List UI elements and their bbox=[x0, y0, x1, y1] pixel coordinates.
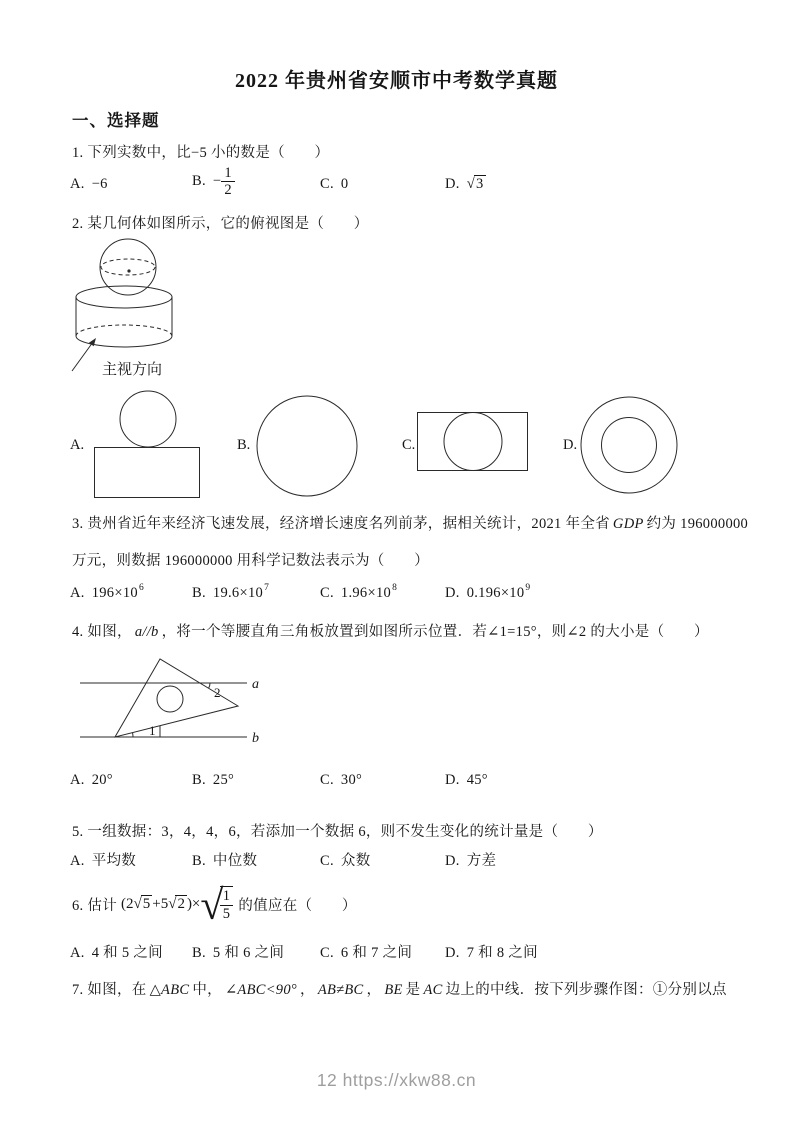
large-circle bbox=[257, 396, 357, 496]
stem-text: 边上的中线．按下列步骤作图：①分别以点 bbox=[445, 982, 727, 998]
option-label: A. bbox=[70, 945, 85, 961]
radicand: 5 bbox=[142, 895, 151, 912]
option-label: D. bbox=[445, 176, 460, 192]
formula-close: )× bbox=[186, 895, 201, 912]
cylinder-bottom-back-dashed bbox=[76, 325, 172, 336]
q2-solid-figure bbox=[66, 237, 276, 379]
formula-open: (2 bbox=[121, 895, 134, 912]
q4-option-a bbox=[70, 772, 113, 789]
line-b-label: b bbox=[252, 731, 259, 746]
minus-sign: − bbox=[212, 173, 222, 190]
option-label: A. bbox=[70, 853, 85, 869]
question-7-stem bbox=[72, 978, 727, 999]
q5-option-d bbox=[445, 849, 496, 870]
question-4-options bbox=[70, 772, 730, 796]
be-term: BE bbox=[384, 982, 403, 998]
q3-option-d bbox=[445, 584, 530, 602]
radicand: 3 bbox=[475, 176, 484, 192]
view-arrow-shaft bbox=[72, 342, 93, 371]
angle-1-arc bbox=[133, 733, 134, 737]
option-value: 19.6×10 bbox=[212, 584, 264, 601]
question-5-options bbox=[70, 849, 730, 873]
exponent: 8 bbox=[392, 583, 398, 593]
option-label: C. bbox=[320, 772, 334, 788]
sqrt-5 bbox=[134, 896, 153, 913]
option-value: 众数 bbox=[340, 853, 371, 869]
stem-text: ，将一个等腰直角三角板放置到如图所示位置．若∠1=15°，则∠2 的大小是（ ） bbox=[161, 624, 709, 640]
fraction-denominator: 2 bbox=[224, 182, 232, 199]
option-label: A. bbox=[70, 584, 85, 601]
ac-term: AC bbox=[423, 982, 443, 998]
option-label: B. bbox=[192, 945, 206, 961]
q4-triangle-figure bbox=[75, 647, 270, 747]
page-footer bbox=[0, 1070, 793, 1091]
q6-option-b bbox=[192, 941, 284, 962]
page-title: 2022 年贵州省安顺市中考数学真题 bbox=[235, 70, 558, 92]
option-label: D. bbox=[445, 584, 460, 601]
stem-text: 6. 估计 bbox=[72, 897, 117, 914]
view-direction-caption: 主视方向 bbox=[102, 362, 163, 378]
q2-option-b-label: B. bbox=[237, 437, 251, 453]
option-label: B. bbox=[192, 772, 206, 788]
q5-option-c bbox=[320, 849, 371, 870]
line-a-label: a bbox=[252, 677, 259, 692]
option-value: 196×10 bbox=[91, 584, 138, 601]
footer-url: https://xkw88.cn bbox=[342, 1070, 477, 1090]
cylinder-top-ellipse bbox=[76, 286, 172, 308]
option-label: C. bbox=[320, 853, 334, 869]
option-value: 6 和 7 之间 bbox=[340, 945, 413, 961]
option-value: 25° bbox=[212, 772, 235, 788]
q5-option-a bbox=[70, 849, 136, 870]
fraction bbox=[221, 165, 235, 198]
circle-on-rectangle bbox=[120, 391, 176, 447]
option-label: B. bbox=[192, 584, 206, 601]
option-label: B. bbox=[192, 173, 206, 190]
option-value: 中位数 bbox=[212, 853, 258, 869]
gdp-term: GDP bbox=[612, 516, 644, 532]
q2-option-a-figure bbox=[91, 389, 203, 501]
option-label: C. bbox=[320, 176, 334, 192]
q2-option-d-figure bbox=[579, 395, 679, 495]
fraction-numerator: 1 bbox=[221, 165, 235, 182]
option-value: 平均数 bbox=[91, 853, 137, 869]
rectangle-base bbox=[95, 448, 200, 498]
option-value: 45° bbox=[466, 772, 488, 788]
option-label: A. bbox=[70, 176, 85, 192]
angle-2-arc bbox=[209, 683, 210, 688]
stem-text: 7. 如图，在 bbox=[72, 982, 147, 998]
stem-text: 是 bbox=[405, 982, 421, 998]
q2-option-c-figure bbox=[416, 411, 530, 473]
q6-option-c bbox=[320, 941, 412, 962]
option-value: 0.196×10 bbox=[466, 584, 525, 601]
radical-sign: √ bbox=[168, 895, 177, 912]
fraction-denominator: 5 bbox=[222, 905, 231, 922]
question-4-stem bbox=[72, 620, 709, 641]
stem-text: ， bbox=[366, 982, 382, 998]
option-label: C. bbox=[320, 584, 334, 601]
q4-option-d bbox=[445, 772, 488, 789]
q3-option-a bbox=[70, 584, 144, 602]
angle-2-label: 2 bbox=[214, 685, 221, 700]
option-label: D. bbox=[445, 945, 460, 961]
formula-middle: +5 bbox=[152, 895, 169, 912]
outer-circle bbox=[581, 397, 677, 493]
angle-abc-term: ∠ABC<90° bbox=[224, 982, 297, 998]
option-value: 5 和 6 之间 bbox=[212, 945, 285, 961]
q1-option-a bbox=[70, 176, 108, 193]
parallel-lines-term: a//b bbox=[134, 624, 159, 640]
q2-option-a-label: A. bbox=[70, 437, 85, 453]
radical-sign: √ bbox=[133, 895, 142, 912]
rectangle-outline bbox=[418, 413, 528, 471]
stem-text: 3. 贵州省近年来经济飞速发展，经济增长速度名列前茅，据相关统计，2021 年全省 bbox=[72, 516, 610, 532]
option-value: 30° bbox=[340, 772, 363, 788]
q1-option-b bbox=[192, 165, 235, 198]
q2-option-c-label: C. bbox=[402, 437, 416, 453]
option-label: B. bbox=[192, 853, 206, 869]
q3-option-b bbox=[192, 584, 269, 602]
radicand: 2 bbox=[177, 895, 185, 912]
question-1-options bbox=[70, 165, 730, 200]
q2-option-b-figure bbox=[255, 394, 359, 498]
question-3-stem-line2: 万元，则数据 196000000 用科学记数法表示为（ ） bbox=[72, 553, 429, 569]
q4-option-c bbox=[320, 772, 362, 789]
option-label: A. bbox=[70, 772, 85, 788]
sqrt-2 bbox=[168, 896, 187, 913]
stem-text: 中， bbox=[192, 982, 222, 998]
option-value: 4 和 5 之间 bbox=[91, 945, 163, 961]
option-value: −6 bbox=[91, 176, 108, 192]
q1-option-c bbox=[320, 176, 348, 193]
angle-1-label: 1 bbox=[149, 723, 156, 738]
sphere-equator-dashed bbox=[101, 259, 155, 275]
q5-option-b bbox=[192, 849, 257, 870]
option-label: C. bbox=[320, 945, 334, 961]
q1-option-d bbox=[445, 176, 486, 193]
inner-circle bbox=[602, 418, 657, 473]
triangle-hole bbox=[157, 686, 183, 712]
stem-text: 的值应在（ ） bbox=[238, 897, 357, 914]
option-value: 0 bbox=[340, 176, 349, 192]
exponent: 9 bbox=[525, 583, 531, 593]
triangle-abc-term: △ABC bbox=[149, 982, 190, 998]
option-value: 1.96×10 bbox=[340, 584, 392, 601]
question-1-stem: 1. 下列实数中，比−5 小的数是（ ） bbox=[72, 145, 330, 161]
question-6-options bbox=[70, 941, 730, 965]
ab-ne-bc-term: AB≠BC bbox=[317, 982, 364, 998]
sqrt-expression bbox=[467, 176, 486, 192]
fraction-numerator: 1 bbox=[220, 888, 234, 905]
question-3-options bbox=[70, 584, 730, 608]
stem-text: 约为 196000000 bbox=[646, 516, 749, 532]
question-6-stem: 6. 估计 (2 √5 +5 √2 )× √ $\frac{1}{5}$ 的值应在（ ） bbox=[72, 883, 357, 929]
exponent: 6 bbox=[138, 583, 144, 593]
option-value: 20° bbox=[91, 772, 113, 788]
q4-option-b bbox=[192, 772, 234, 789]
option-label: D. bbox=[445, 853, 460, 869]
exponent: 7 bbox=[264, 583, 270, 593]
question-2-stem: 2. 某几何体如图所示，它的俯视图是（ ） bbox=[72, 216, 369, 232]
option-value: 方差 bbox=[466, 853, 497, 869]
q6-option-d bbox=[445, 941, 538, 962]
section-heading: 一、选择题 bbox=[72, 111, 160, 130]
q6-option-a bbox=[70, 941, 163, 962]
stem-text: ， bbox=[300, 982, 315, 998]
question-3-stem-line1 bbox=[72, 512, 748, 533]
question-5-stem: 5. 一组数据：3，4，4，6，若添加一个数据 6，则不发生变化的统计量是（ ） bbox=[72, 824, 603, 840]
sphere-center-dot bbox=[127, 269, 130, 272]
inscribed-circle bbox=[444, 413, 502, 471]
radical-sign: √ bbox=[466, 176, 475, 192]
option-label: D. bbox=[445, 772, 460, 788]
stem-text: 4. 如图， bbox=[72, 624, 132, 640]
option-value: 7 和 8 之间 bbox=[466, 945, 538, 961]
q3-option-c bbox=[320, 584, 397, 602]
q2-option-d-label: D. bbox=[563, 437, 578, 453]
footer-page-number: 12 bbox=[316, 1070, 338, 1090]
